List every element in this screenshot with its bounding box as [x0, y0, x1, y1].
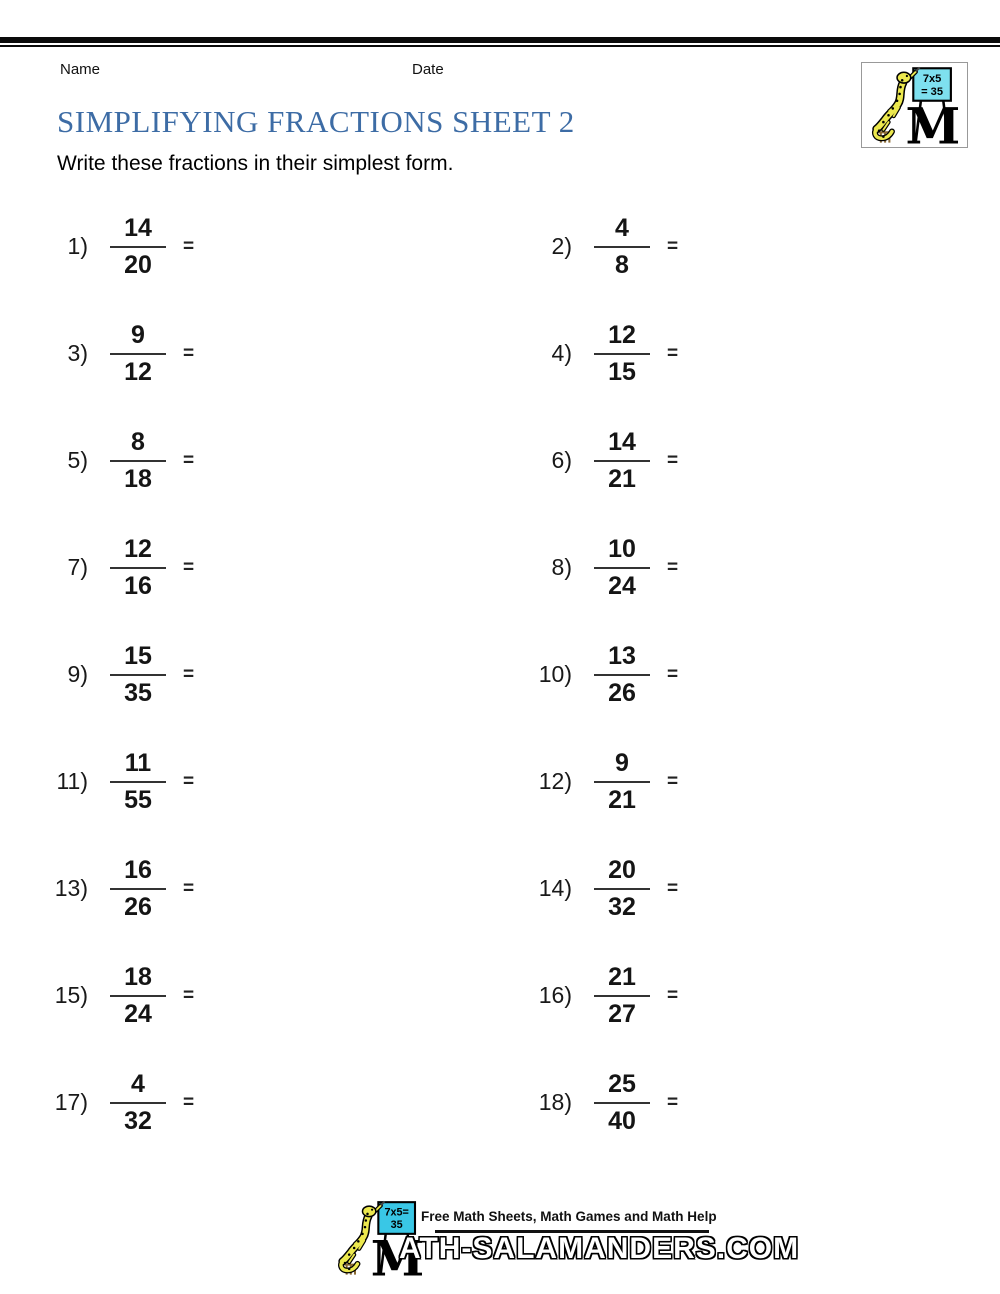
- problems-row: [0, 728, 1000, 835]
- problems-row: [0, 300, 1000, 407]
- problem-number: 16): [538, 982, 572, 1008]
- problem-number: 9): [67, 661, 88, 687]
- problem-4: [500, 300, 1000, 407]
- fraction-numerator: 12: [110, 536, 166, 568]
- fraction-denominator: 24: [124, 999, 152, 1028]
- fraction-denominator: 8: [615, 250, 629, 279]
- fraction-denominator: 32: [608, 892, 636, 921]
- problem-number: 2): [551, 233, 572, 259]
- problem-17: [0, 1049, 500, 1156]
- problem-8: [500, 514, 1000, 621]
- footer: [333, 1196, 800, 1286]
- logo-m-letter: M: [905, 96, 960, 146]
- fraction-numerator: 9: [110, 322, 166, 354]
- problem-11: [0, 728, 500, 835]
- problems-row: [0, 1049, 1000, 1156]
- fraction: [594, 750, 650, 813]
- fraction-denominator: 26: [608, 678, 636, 707]
- problem-2: [500, 193, 1000, 300]
- board-text-line2: = 35: [920, 85, 943, 98]
- problem-number: 8): [551, 554, 572, 580]
- fraction: [110, 643, 166, 706]
- equals-sign: =: [183, 235, 195, 257]
- fraction-numerator: 25: [594, 1071, 650, 1103]
- fraction-denominator: 21: [608, 785, 636, 814]
- equals-sign: =: [183, 984, 195, 1006]
- problem-1: [0, 193, 500, 300]
- fraction-numerator: 9: [594, 750, 650, 782]
- fraction-denominator: 18: [124, 464, 152, 493]
- fraction: [110, 1071, 166, 1134]
- fraction: [110, 322, 166, 385]
- equals-sign: =: [183, 342, 195, 364]
- problem-number: 5): [67, 447, 88, 473]
- problem-12: [500, 728, 1000, 835]
- problems-row: [0, 514, 1000, 621]
- fraction-numerator: 10: [594, 536, 650, 568]
- board-text-line2: 35: [390, 1219, 403, 1231]
- problem-number: 7): [67, 554, 88, 580]
- problem-number: 12): [538, 768, 572, 794]
- equals-sign: =: [667, 556, 679, 578]
- equals-sign: =: [183, 556, 195, 578]
- fraction-numerator: 13: [594, 643, 650, 675]
- equals-sign: =: [183, 877, 195, 899]
- fraction: [594, 857, 650, 920]
- problem-14: [500, 835, 1000, 942]
- equals-sign: =: [183, 770, 195, 792]
- page-title: SIMPLIFYING FRACTIONS SHEET 2: [57, 104, 575, 139]
- logo-m-letter: M: [370, 1231, 425, 1278]
- fraction: [110, 429, 166, 492]
- problem-9: [0, 621, 500, 728]
- problems-row: [0, 942, 1000, 1049]
- problem-16: [500, 942, 1000, 1049]
- name-label: Name: [60, 61, 101, 78]
- problems-list: [0, 193, 1000, 1156]
- top-border-rule: [0, 37, 1000, 47]
- fraction-denominator: 15: [608, 357, 636, 386]
- fraction-numerator: 8: [110, 429, 166, 461]
- instruction-text: Write these fractions in their simplest form.: [57, 152, 454, 175]
- problem-10: [500, 621, 1000, 728]
- problem-number: 3): [67, 340, 88, 366]
- fraction-numerator: 12: [594, 322, 650, 354]
- fraction: [110, 536, 166, 599]
- problem-number: 1): [67, 233, 88, 259]
- problem-number: 6): [551, 447, 572, 473]
- problem-13: [0, 835, 500, 942]
- problems-row: [0, 407, 1000, 514]
- problem-number: 17): [54, 1089, 88, 1115]
- fraction: [594, 536, 650, 599]
- fraction-denominator: 24: [608, 571, 636, 600]
- problem-15: [0, 942, 500, 1049]
- fraction-denominator: 21: [608, 464, 636, 493]
- problem-number: 10): [538, 661, 572, 687]
- problem-number: 13): [54, 875, 88, 901]
- fraction: [594, 215, 650, 278]
- date-label: Date: [412, 61, 444, 78]
- equals-sign: =: [667, 877, 679, 899]
- fraction: [110, 750, 166, 813]
- equals-sign: =: [667, 342, 679, 364]
- problem-18: [500, 1049, 1000, 1156]
- equals-sign: =: [667, 235, 679, 257]
- problem-number: 18): [538, 1089, 572, 1115]
- fraction-numerator: 14: [594, 429, 650, 461]
- fraction-denominator: 12: [124, 357, 152, 386]
- problem-6: [500, 407, 1000, 514]
- problems-row: [0, 621, 1000, 728]
- equals-sign: =: [667, 663, 679, 685]
- fraction-numerator: 21: [594, 964, 650, 996]
- problem-7: [0, 514, 500, 621]
- fraction-denominator: 26: [124, 892, 152, 921]
- fraction-denominator: 20: [124, 250, 152, 279]
- problems-row: [0, 835, 1000, 942]
- fraction-numerator: 14: [110, 215, 166, 247]
- fraction-numerator: 4: [110, 1071, 166, 1103]
- problem-number: 15): [54, 982, 88, 1008]
- fraction-numerator: 18: [110, 964, 166, 996]
- fraction: [594, 1071, 650, 1134]
- board-text-line1: 7x5: [922, 72, 941, 85]
- problem-3: [0, 300, 500, 407]
- problem-5: [0, 407, 500, 514]
- fraction-denominator: 32: [124, 1106, 152, 1135]
- fraction-denominator: 40: [608, 1106, 636, 1135]
- salamander-chalkboard-icon: [864, 64, 966, 146]
- fraction: [594, 429, 650, 492]
- equals-sign: =: [183, 1091, 195, 1113]
- fraction: [110, 215, 166, 278]
- fraction-numerator: 4: [594, 215, 650, 247]
- equals-sign: =: [183, 449, 195, 471]
- fraction-numerator: 20: [594, 857, 650, 889]
- fraction-denominator: 55: [124, 785, 152, 814]
- fraction-denominator: 27: [608, 999, 636, 1028]
- fraction: [110, 857, 166, 920]
- equals-sign: =: [667, 1091, 679, 1113]
- fraction-numerator: 15: [110, 643, 166, 675]
- fraction-numerator: 11: [110, 750, 166, 782]
- board-text-line1: 7x5=: [384, 1206, 409, 1219]
- problem-number: 11): [56, 768, 88, 794]
- fraction: [594, 643, 650, 706]
- equals-sign: =: [183, 663, 195, 685]
- problem-number: 14): [538, 875, 572, 901]
- equals-sign: =: [667, 984, 679, 1006]
- problems-row: [0, 193, 1000, 300]
- equals-sign: =: [667, 449, 679, 471]
- header-logo-box: [861, 62, 968, 148]
- equals-sign: =: [667, 770, 679, 792]
- fraction: [594, 964, 650, 1027]
- fraction: [594, 322, 650, 385]
- footer-tagline: Free Math Sheets, Math Games and Math Help: [421, 1209, 717, 1224]
- fraction-numerator: 16: [110, 857, 166, 889]
- fraction-denominator: 16: [124, 571, 152, 600]
- fraction: [110, 964, 166, 1027]
- fraction-denominator: 35: [124, 678, 152, 707]
- footer-site-name: ATH-SALAMANDERS.COM: [399, 1232, 800, 1265]
- problem-number: 4): [551, 340, 572, 366]
